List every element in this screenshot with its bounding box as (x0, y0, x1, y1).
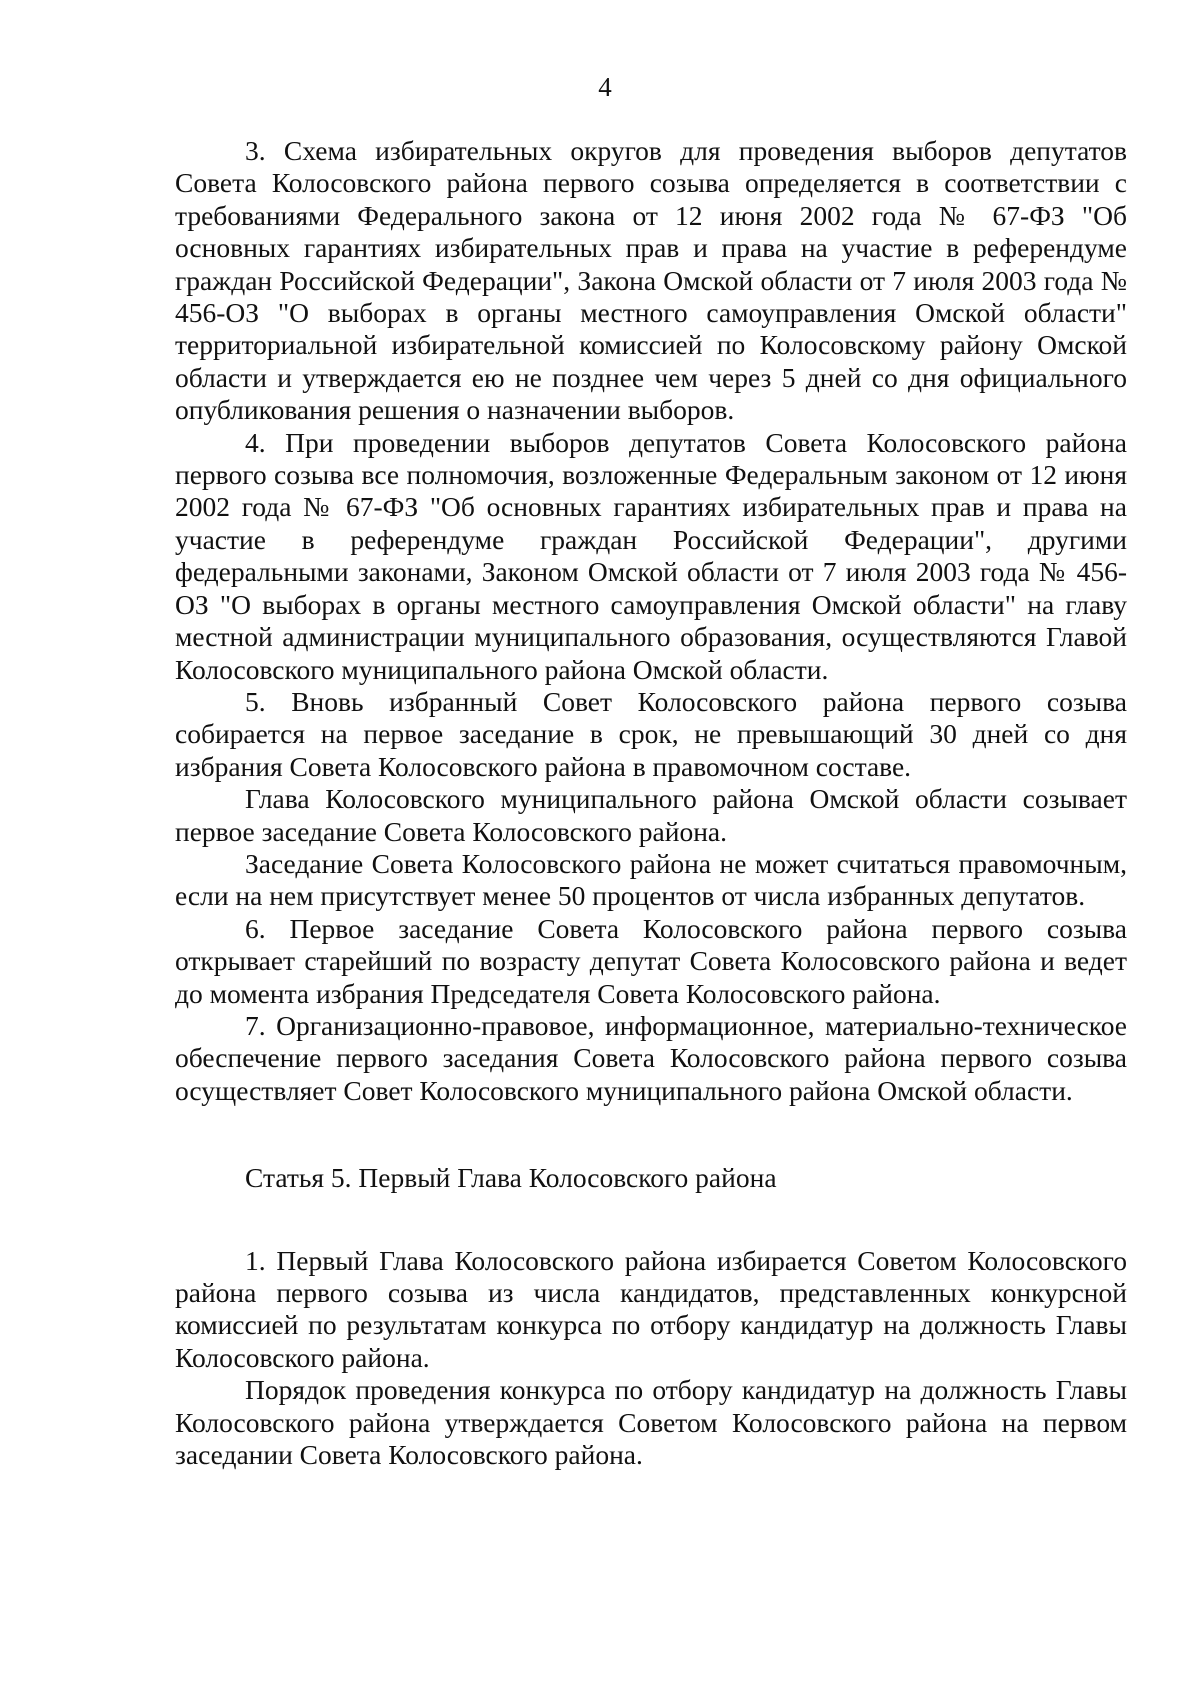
article-5-title: Статья 5. Первый Глава Колосовского района (245, 1162, 777, 1194)
paragraph-5: 5. Вновь избранный Совет Колосовского района первого созыва собирается на первое заседание в срок, не превышающий 30 дней со дня избрания Совета Колосовского района в правомочном составе. (175, 685, 1127, 782)
paragraph-5-quorum: Заседание Совета Колосовского района не может считаться правомочным, если на нем присутствует менее 50 процентов от числа избранных депутатов. (175, 847, 1127, 912)
document-body (175, 135, 1127, 1471)
article-5-paragraph-procedure: Порядок проведения конкурса по отбору кандидатур на должность Главы Колосовского района утверждается Советом Колосовского района на первом заседании Совета Колосовского района. (175, 1374, 1127, 1471)
paragraph-7: 7. Организационно-правовое, информационное, материально-техническое обеспечение первого заседания Совета Колосовского района первого созыва осуществляет Совет Колосовского муниципального района Омской области. (175, 1009, 1127, 1106)
page-number: 4 (598, 72, 612, 102)
paragraph-3: 3. Схема избирательных округов для проведения выборов депутатов Совета Колосовского района первого созыва определяется в соответствии с требованиями Федерального закона от 12 июня 2002 года № 67-ФЗ "Об основных гарантиях избирательных прав и права на участие в референдуме граждан Российской Федерации", Закона Омской области от 7 июля 2003 года № 456-ОЗ "О выборах в органы местного самоуправления Омской области" территориальной избирательной комиссией по Колосовскому району Омской области и утверждается ею не позднее чем через 5 дней со дня официального опубликования решения о назначении выборов. (175, 135, 1127, 426)
article-5-paragraph-1: 1. Первый Глава Колосовского района избирается Советом Колосовского района первого созыва из числа кандидатов, представленных конкурсной комиссией по результатам конкурса по отбору кандидатур на должность Главы Колосовского района. (175, 1244, 1127, 1373)
paragraph-5-convening: Глава Колосовского муниципального района Омской области созывает первое заседание Совета Колосовского района. (175, 783, 1127, 847)
paragraph-6: 6. Первое заседание Совета Колосовского района первого созыва открывает старейший по возрасту депутат Совета Колосовского района и ведет до момента избрания Председателя Совета Колосовского района. (175, 912, 1127, 1009)
paragraph-4: 4. При проведении выборов депутатов Совета Колосовского района первого созыва все полномочия, возложенные Федеральным законом от 12 июня 2002 года № 67-ФЗ "Об основных гарантиях избирательных прав и права на участие в референдуме граждан Российской Федерации", другими федеральными законами, Законом Омской области от 7 июля 2003 года № 456-ОЗ "О выборах в органы местного самоуправления Омской области" на главу местной администрации муниципального образования, осуществляются Главой Колосовского муниципального района Омской области. (175, 426, 1127, 685)
